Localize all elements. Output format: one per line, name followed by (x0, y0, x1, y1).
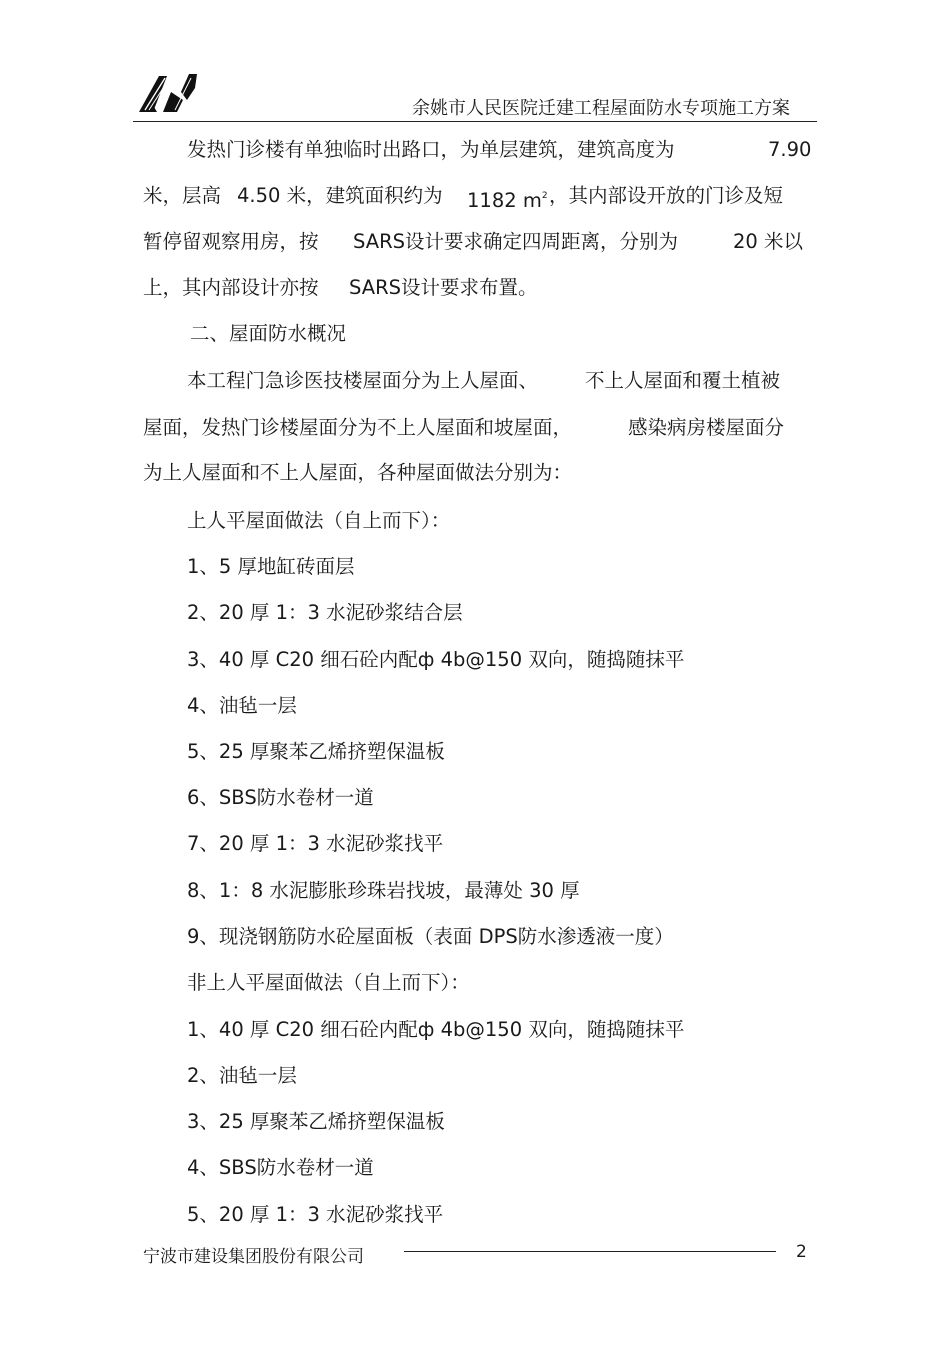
list-item (0, 1061, 950, 1091)
footer-company-name: 宁波市建设集团股份有限公司 (143, 1247, 364, 1267)
list-item-text: 2、20 厚 1：3 水泥砂浆结合层 (187, 601, 463, 624)
paragraph-line (0, 135, 950, 165)
list-title-text: 非上人平屋面做法（自上而下）： (187, 971, 470, 994)
list-item (0, 552, 950, 582)
paragraph-line (0, 273, 950, 303)
section-heading (0, 319, 950, 349)
page-number: 2 (796, 1242, 807, 1262)
superscript: 2 (541, 191, 548, 201)
list-item-text: 6、SBS防水卷材一道 (187, 786, 374, 809)
text-segment (467, 181, 548, 216)
list-title-text: 上人平屋面做法（自上而下）： (187, 509, 451, 532)
list-item-text: 1、40 厚 C20 细石砼内配ф 4b@150 双向，随捣随抹平 (187, 1018, 685, 1041)
list-item-text: 9、现浇钢筋防水砼屋面板（表面 DPS防水渗透液一度） (187, 925, 674, 948)
list-item-text: 1、5 厚地缸砖面层 (187, 555, 355, 578)
list-item-text: 5、20 厚 1：3 水泥砂浆找平 (187, 1203, 444, 1226)
list-title (0, 968, 950, 998)
list-item (0, 1153, 950, 1183)
paragraph-line (0, 366, 950, 396)
section-heading-text: 二、屋面防水概况 (190, 322, 347, 345)
list-item (0, 691, 950, 721)
text-segment: 发热门诊楼有单独临时出路口，为单层建筑，建筑高度为 (187, 138, 675, 161)
text-segment: 20 米以 (733, 230, 804, 253)
list-item (0, 922, 950, 952)
list-item (0, 737, 950, 767)
text-segment: ，其内部设开放的门诊及短 (549, 184, 784, 207)
list-title (0, 506, 950, 536)
text-segment: 屋面，发热门诊楼屋面分为不上人屋面和坡屋面， (143, 416, 573, 439)
list-item-text: 7、20 厚 1：3 水泥砂浆找平 (187, 832, 444, 855)
paragraph-line (0, 458, 950, 488)
text-segment: 不上人屋面和覆土植被 (585, 369, 781, 392)
text-segment: 为上人屋面和不上人屋面，各种屋面做法分别为： (143, 461, 573, 484)
paragraph-line (0, 227, 950, 257)
list-item (0, 1015, 950, 1045)
text-segment: 4.50 米，建筑面积约为 (237, 184, 443, 207)
list-item-text: 3、40 厚 C20 细石砼内配ф 4b@150 双向，随捣随抹平 (187, 648, 685, 671)
list-item (0, 1107, 950, 1137)
text-segment: SARS设计要求布置。 (349, 276, 538, 299)
list-item-text: 8、1：8 水泥膨胀珍珠岩找坡，最薄处 30 厚 (187, 879, 580, 902)
paragraph-line (0, 413, 950, 443)
list-item (0, 1200, 950, 1230)
text-segment: 暂停留观察用房，按 (143, 230, 319, 253)
list-item (0, 598, 950, 628)
text-segment: 7.90 (768, 138, 812, 161)
list-item-text: 4、油毡一层 (187, 694, 297, 717)
document-header-title: 余姚市人民医院迁建工程屋面防水专项施工方案 (412, 98, 790, 119)
list-item-text: 2、油毡一层 (187, 1064, 297, 1087)
area-value: 1182 m (467, 189, 542, 212)
list-item (0, 645, 950, 675)
list-item (0, 783, 950, 813)
company-logo-icon (137, 70, 199, 114)
paragraph-line (0, 181, 950, 211)
list-item-text: 3、25 厚聚苯乙烯挤塑保温板 (187, 1110, 445, 1133)
text-segment: 米，层高 (143, 184, 222, 207)
list-item (0, 876, 950, 906)
header-divider (133, 121, 817, 122)
text-segment: 本工程门急诊医技楼屋面分为上人屋面、 (187, 369, 539, 392)
text-segment: SARS设计要求确定四周距离，分别为 (353, 230, 679, 253)
text-segment: 感染病房楼屋面分 (628, 416, 785, 439)
text-segment: 上，其内部设计亦按 (143, 276, 319, 299)
list-item-text: 4、SBS防水卷材一道 (187, 1156, 374, 1179)
list-item-text: 5、25 厚聚苯乙烯挤塑保温板 (187, 740, 445, 763)
footer-divider (404, 1251, 776, 1252)
list-item (0, 829, 950, 859)
